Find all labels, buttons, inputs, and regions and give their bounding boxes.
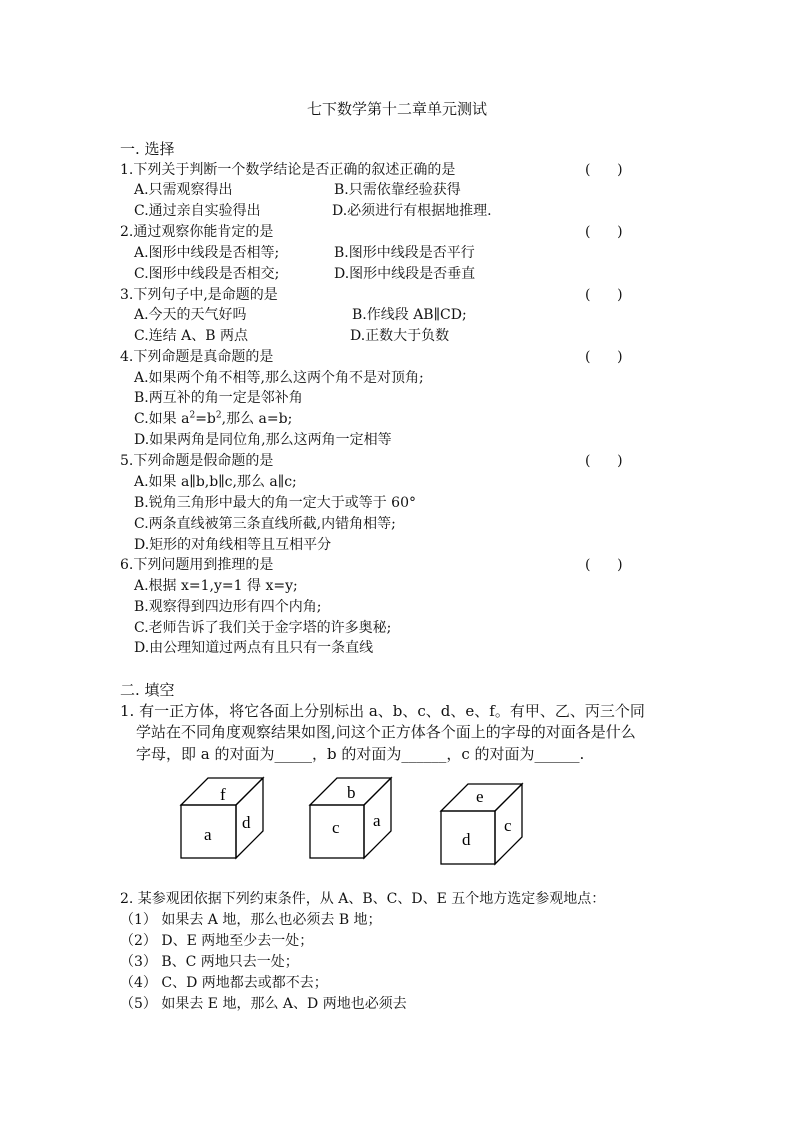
q6-stem: 6.下列问题用到推理的是: [120, 557, 274, 573]
q2-answer-blank: ( ): [585, 224, 623, 240]
q6-option-a: A.根据 x=1,y=1 得 x=y;: [134, 578, 298, 594]
q3-answer-blank: ( ): [585, 287, 623, 303]
cube-1-front-label: a: [204, 825, 212, 844]
q1-option-c: C.通过亲自实验得出: [134, 203, 261, 219]
cube-3-top-label: e: [476, 787, 484, 806]
cube-2-top-label: b: [347, 783, 356, 802]
q2-option-d: D.图形中线段是否垂直: [334, 266, 476, 282]
fill1-line1: 1. 有一正方体，将它各面上分别标出 a、b、c、d、e、f。有甲、乙、丙三个同: [120, 702, 645, 720]
q6-option-c: C.老师告诉了我们关于金字塔的许多奥秘;: [134, 620, 392, 636]
q5-option-c: C.两条直线被第三条直线所截,内错角相等;: [134, 516, 396, 532]
fill2-condition-2: （2） D、E 两地至少去一处；: [120, 933, 314, 949]
q6-option-d: D.由公理知道过两点有且只有一条直线: [134, 640, 374, 656]
cube-2-side-label: a: [373, 811, 381, 830]
fill2-condition-3: （3） B、C 两地只去一处；: [120, 954, 299, 970]
q4-option-b: B.两互补的角一定是邻补角: [134, 390, 303, 406]
q4-option-a: A.如果两个角不相等,那么这两个角不是对顶角;: [134, 370, 424, 386]
q5-option-d: D.矩形的对角线相等且互相平分: [134, 537, 332, 553]
fill2-stem: 2. 某参观团依据下列约束条件，从 A、B、C、D、E 五个地方选定参观地点：: [120, 891, 606, 907]
q3-stem: 3.下列句子中,是命题的是: [120, 287, 278, 303]
q1-answer-blank: ( ): [585, 162, 623, 178]
q6-option-b: B.观察得到四边形有四个内角;: [134, 599, 322, 615]
q1-option-d: D.必须进行有根据地推理.: [332, 203, 492, 219]
q4-answer-blank: ( ): [585, 349, 623, 365]
section-heading-choice: 一. 选择: [120, 140, 175, 158]
fill2-condition-4: （4） C、D 两地都去或都不去；: [120, 975, 328, 991]
q1-option-b: B.只需依靠经验获得: [334, 182, 461, 198]
q2-option-b: B.图形中线段是否平行: [334, 245, 475, 261]
page-title: 七下数学第十二章单元测试: [306, 100, 487, 118]
cube-2-front-label: c: [332, 818, 340, 837]
q3-option-d: D.正数大于负数: [350, 328, 450, 344]
q2-stem: 2.通过观察你能肯定的是: [120, 224, 274, 240]
cube-2: [310, 778, 391, 858]
q1-stem: 1.下列关于判断一个数学结论是否正确的叙述正确的是: [120, 162, 456, 178]
q6-answer-blank: ( ): [585, 557, 623, 573]
fill2-condition-5: （5） 如果去 E 地，那么 A、D 两地也必须去: [120, 996, 407, 1012]
fill1-line2: 学站在不同角度观察结果如图,问这个正方体各个面上的字母的对面各是什么: [136, 723, 636, 741]
cube-3: [441, 784, 522, 864]
cube-1: [181, 778, 263, 858]
q4-stem: 4.下列命题是真命题的是: [120, 349, 274, 365]
q4-option-c: C.如果 $a^2=b^2$,那么 a=b;: [134, 410, 293, 427]
q1-option-a: A.只需观察得出: [134, 182, 233, 198]
section-heading-fill: 二. 填空: [120, 681, 175, 699]
q3-option-b: B.作线段 AB∥CD;: [352, 307, 467, 323]
fill1-line3: 字母，即 a 的对面为_____，b 的对面为______，c 的对面为______.: [136, 745, 585, 763]
q3-option-c: C.连结 A、B 两点: [134, 328, 248, 344]
cube-3-front-label: d: [462, 830, 471, 849]
cube-1-side-label: d: [242, 813, 251, 832]
q5-answer-blank: ( ): [585, 453, 623, 469]
cube-1-top-label: f: [220, 785, 226, 804]
q2-option-a: A.图形中线段是否相等;: [134, 245, 280, 261]
fill2-condition-1: （1） 如果去 A 地，那么也必须去 B 地；: [120, 912, 382, 928]
q5-option-b: B.锐角三角形中最大的角一定大于或等于 60°: [134, 495, 417, 511]
cube-3-side-label: c: [504, 816, 512, 835]
q3-option-a: A.今天的天气好吗: [134, 307, 247, 323]
q4-option-d: D.如果两角是同位角,那么这两角一定相等: [134, 432, 392, 448]
q5-option-a: A.如果 a∥b,b∥c,那么 a∥c;: [134, 474, 297, 490]
q2-option-c: C.图形中线段是否相交;: [134, 266, 280, 282]
q5-stem: 5.下列命题是假命题的是: [120, 453, 274, 469]
